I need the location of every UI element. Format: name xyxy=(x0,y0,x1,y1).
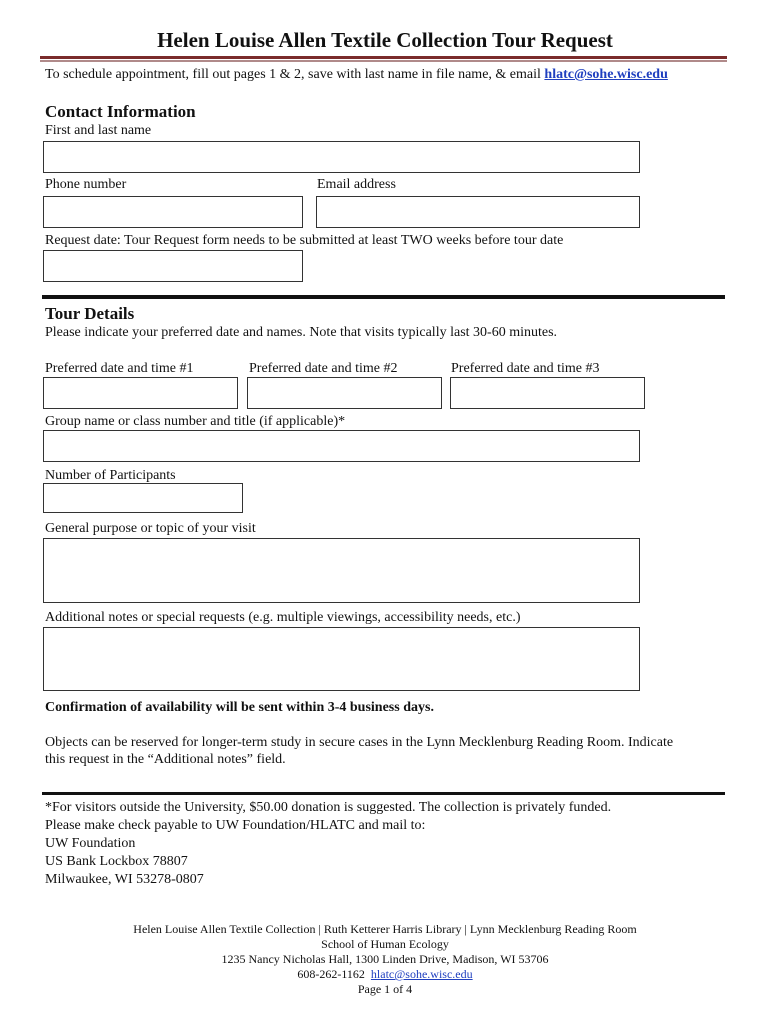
footer-line1: Helen Louise Allen Textile Collection | Ruth Ketterer Harris Library | Lynn Mecklenburg Reading Room xyxy=(133,922,637,936)
purpose-field[interactable] xyxy=(43,538,640,603)
footer-phone: 608-262-1162 xyxy=(297,967,365,981)
page-number: Page 1 of 4 xyxy=(357,982,413,996)
mailing-line3: Milwaukee, WI 53278-0807 xyxy=(45,872,204,887)
footer-line2: School of Human Ecology xyxy=(321,937,449,951)
objects-note-line2: this request in the “Additional notes” field. xyxy=(45,752,286,767)
contact-email-link[interactable]: hlatc@sohe.wisc.edu xyxy=(544,67,668,82)
mailing-line2: US Bank Lockbox 78807 xyxy=(45,854,188,869)
donation-line2: Please make check payable to UW Foundation/HLATC and mail to: xyxy=(45,818,426,833)
instructions xyxy=(45,67,668,83)
title-divider xyxy=(40,56,727,59)
pref1-label: Preferred date and time #1 xyxy=(45,361,194,376)
group-label: Group name or class number and title (if applicable)* xyxy=(45,414,346,429)
tour-intro: Please indicate your preferred date and names. Note that visits typically last 30-60 minutes. xyxy=(45,325,558,340)
phone-label: Phone number xyxy=(45,177,127,192)
donation-divider xyxy=(42,792,725,795)
section-divider xyxy=(42,295,725,299)
request-date-label: Request date: Tour Request form needs to be submitted at least TWO weeks before tour date xyxy=(45,233,564,248)
pref3-label: Preferred date and time #3 xyxy=(451,361,600,376)
footer-email-link[interactable]: hlatc@sohe.wisc.edu xyxy=(370,967,473,981)
participants-label: Number of Participants xyxy=(45,468,176,483)
title-divider-light xyxy=(40,60,727,62)
mailing-line1: UW Foundation xyxy=(45,836,136,851)
tour-heading: Tour Details xyxy=(45,304,135,323)
phone-field[interactable] xyxy=(43,196,303,228)
group-field[interactable] xyxy=(43,430,640,462)
email-label: Email address xyxy=(317,177,396,192)
pref2-label: Preferred date and time #2 xyxy=(249,361,398,376)
purpose-label: General purpose or topic of your visit xyxy=(45,521,256,536)
notes-label: Additional notes or special requests (e.g. multiple viewings, accessibility needs, etc.) xyxy=(45,610,521,625)
footer-contact xyxy=(0,967,770,982)
contact-heading: Contact Information xyxy=(45,102,196,121)
pref3-field[interactable] xyxy=(450,377,645,409)
page-title: Helen Louise Allen Textile Collection Tour Request xyxy=(157,28,613,52)
request-date-field[interactable] xyxy=(43,250,303,282)
name-field[interactable] xyxy=(43,141,640,173)
confirmation-note: Confirmation of availability will be sent within 3-4 business days. xyxy=(45,700,434,715)
footer-line3: 1235 Nancy Nicholas Hall, 1300 Linden Drive, Madison, WI 53706 xyxy=(221,952,549,966)
pref2-field[interactable] xyxy=(247,377,442,409)
notes-field[interactable] xyxy=(43,627,640,691)
pref1-field[interactable] xyxy=(43,377,238,409)
instructions-text: To schedule appointment, fill out pages 1 & 2, save with last name in file name, & email xyxy=(45,67,541,82)
donation-line1: *For visitors outside the University, $50.00 donation is suggested. The collection is privately funded. xyxy=(45,800,612,815)
name-label: First and last name xyxy=(45,123,152,138)
objects-note-line1: Objects can be reserved for longer-term study in secure cases in the Lynn Mecklenburg Reading Room. Indicate xyxy=(45,735,674,750)
email-field[interactable] xyxy=(316,196,640,228)
participants-field[interactable] xyxy=(43,483,243,513)
